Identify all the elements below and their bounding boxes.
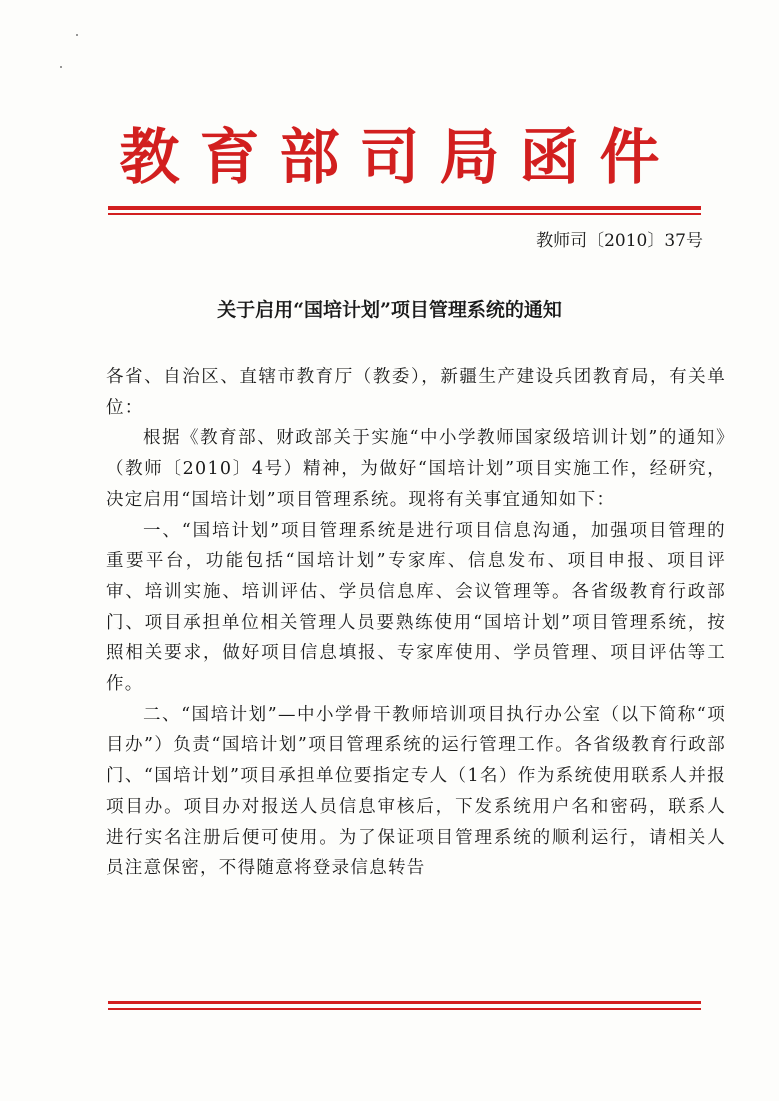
letterhead-title: 教育部司局函件 bbox=[119, 123, 680, 193]
letterhead-rule-thin bbox=[108, 213, 701, 215]
scan-speck bbox=[76, 34, 78, 36]
body-paragraph: 一、“国培计划”项目管理系统是进行项目信息沟通，加强项目管理的重要平台，功能包括“国培计划”专家库、信息发布、项目申报、项目评审、培训实施、培训评估、学员信息库、会议管理等。各省级教育行政部门、项目承担单位相关管理人员要熟练使用“国培计划”项目管理系统，按照相关要求，做好项目信息填报、专家库使用、学员管理、项目评估等工作。 bbox=[106, 520, 726, 695]
document-title: 关于启用“国培计划”项目管理系统的通知 bbox=[217, 299, 562, 321]
body-paragraph: 二、“国培计划”—中小学骨干教师培训项目执行办公室（以下简称“项目办”）负责“国培计划”项目管理系统的运行管理工作。各省级教育行政部门、“国培计划”项目承担单位要指定专人（1名）作为系统使用联系人并报项目办。项目办对报送人员信息审核后，下发系统用户名和密码，联系人进行实名注册后便可使用。为了保证项目管理系统的顺利运行，请相关人员注意保密，不得随意将登录信息转告 bbox=[106, 704, 726, 879]
scan-speck bbox=[60, 66, 62, 68]
document-number: 教师司〔2010〕37号 bbox=[536, 231, 703, 251]
addressee-line: 各省、自治区、直辖市教育厅（教委），新疆生产建设兵团教育局，有关单位： bbox=[106, 367, 726, 418]
body-paragraph: 根据《教育部、财政部关于实施“中小学教师国家级培训计划”的通知》（教师〔2010〕4号）精神，为做好“国培计划”项目实施工作，经研究，决定启用“国培计划”项目管理系统。现将有关事宜通知如下： bbox=[106, 428, 726, 510]
footer-rule-thin bbox=[108, 1008, 701, 1010]
document-body bbox=[106, 362, 726, 884]
letterhead-rule-thick bbox=[108, 206, 701, 210]
footer-rule-thick bbox=[108, 1001, 701, 1004]
